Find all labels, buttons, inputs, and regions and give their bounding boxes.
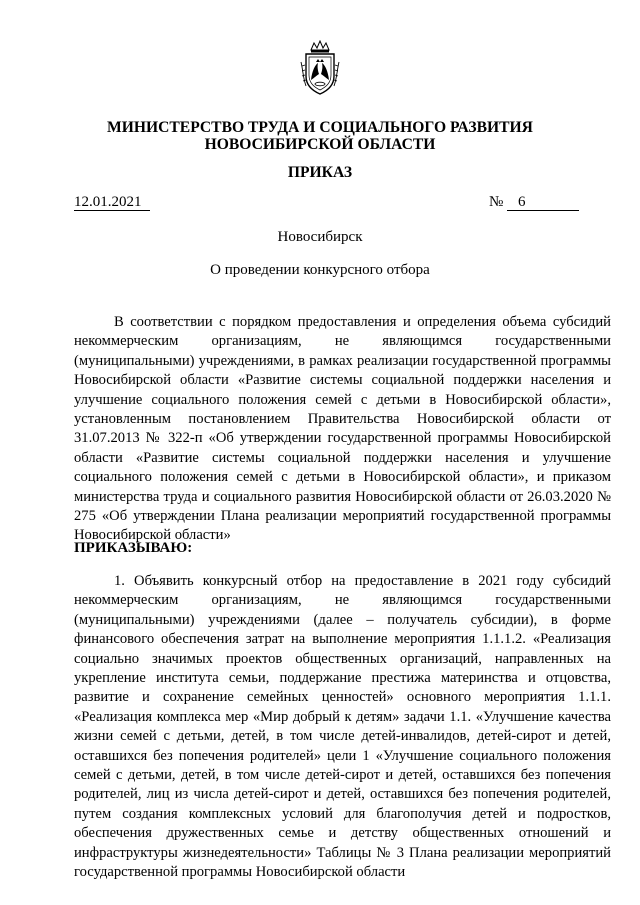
ministry-line-1: МИНИСТЕРСТВО ТРУДА И СОЦИАЛЬНОГО РАЗВИТИЯ <box>107 119 533 136</box>
preamble-paragraph: В соответствии с порядком предоставления и определения объема субсидий некоммерческим организациям, не являющимся государственными (муниципальными) учреждениями, в рамках реализации государственной программы Новосибирской области «Развитие системы социальной поддержки населения и улучшение социального положения семей с детьми в Новосибирской области», установленным постановлением Правительства Новосибирской области от 31.07.2013 № 322-п «Об утверждении государственной программы Новосибирской области «Развитие системы социальной поддержки населения и улучшение социального положения семей с детьми в Новосибирской области», и приказом министерства труда и социального развития Новосибирской области от 26.03.2020 № 275 «Об утверждении Плана реализации мероприятий государственной программы Новосибирской области» <box>74 314 611 544</box>
order-subject: О проведении конкурсного отбора <box>210 262 430 278</box>
ministry-line-2: НОВОСИБИРСКОЙ ОБЛАСТИ <box>204 136 436 153</box>
ministry-name <box>0 119 640 153</box>
number-label: № <box>489 194 504 210</box>
order-number: 6 <box>507 194 579 211</box>
orders-heading: ПРИКАЗЫВАЮ: <box>74 540 193 556</box>
city: Новосибирск <box>277 229 363 245</box>
coat-of-arms-icon <box>297 40 343 96</box>
item-1-paragraph: 1. Объявить конкурсный отбор на предоставление в 2021 году субсидий некоммерческим организациям, не являющимся государственными (муниципальными) учреждениями (далее – получатель субсидии), в форме финансового обеспечения затрат на выполнение мероприятия 1.1.1.2. «Реализация социально значимых проектов общественных организаций, направленных на укрепление института семьи, поддержание престижа материнства и отцовства, развитие и сохранение семейных ценностей» основного мероприятия 1.1.1. «Реализация комплекса мер «Мир добрый к детям» задачи 1.1. «Улучшение качества жизни семей с детьми, детей, в том числе детей-инвалидов, детей-сирот и детей, оставшихся без попечения родителей» цели 1 «Улучшение социального положения семей с детьми, детей, в том числе детей-сирот и детей, оставшихся без попечения родителей, лиц из числа детей-сирот и детей, оставшихся без попечения родителей, путем создания комплексных условий для благополучия детей и подростков, обеспечения дружественных семье и детству общественных отношений и инфраструктуры жизнедеятельности» Таблицы № 3 Плана реализации мероприятий государственной программы Новосибирской области <box>74 573 611 881</box>
order-date: 12.01.2021 <box>74 194 150 211</box>
document-type: ПРИКАЗ <box>287 164 353 181</box>
